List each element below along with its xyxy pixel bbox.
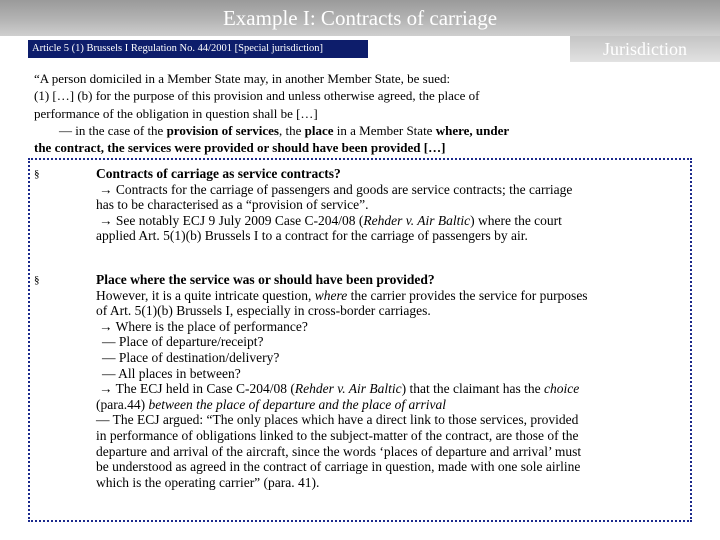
point-1	[96, 166, 686, 244]
point-1-heading: Contracts of carriage as service contracts?	[96, 166, 341, 181]
point-1-line-1: → Contracts for the carriage of passengers and goods are service contracts; the carriage	[99, 181, 573, 197]
point-2-heading: Place where the service was or should have been provided?	[96, 272, 435, 287]
point-2-line-11: departure and arrival of the aircraft, since the words ‘places of departure and arrival’ must	[96, 443, 582, 459]
point-2-line-10: in performance of obligations linked to the subject-matter of the contract, are those of the	[96, 427, 579, 443]
slide-title: Example I: Contracts of carriage	[222, 6, 498, 30]
point-2-line-5: — Place of destination/delivery?	[102, 349, 280, 365]
point-1-line-4: applied Art. 5(1)(b) Brussels I to a contract for the carriage of passengers by air.	[96, 228, 528, 244]
quote-line-2: (1) […] (b) for the purpose of this provision and unless otherwise agreed, the place of	[34, 88, 480, 104]
point-text: However, it is a quite intricate question,	[96, 287, 315, 303]
quote-bold-text: the contract, the services were provided or should have been provided […]	[34, 140, 446, 156]
quote-text: in a Member State	[333, 122, 436, 138]
bullet-1: §	[34, 168, 40, 180]
quote-text: — in the case of the	[59, 122, 167, 138]
italic-text: between the place of departure and the place of arrival	[148, 396, 447, 412]
point-2-line-7	[96, 381, 686, 397]
point-text: ) that the claimant has the	[401, 381, 545, 397]
point-2-line-8	[96, 397, 686, 413]
point-2-line-2: of Art. 5(1)(b) Brussels I, especially in cross-border carriages.	[96, 303, 431, 319]
point-2-line-3: → Where is the place of performance?	[99, 318, 308, 334]
quote-text: , the	[279, 122, 305, 138]
article-reference-bar: Article 5 (1) Brussels I Regulation No. 44/2001 [Special jurisdiction]	[28, 40, 368, 58]
point-1-line-3	[96, 213, 686, 229]
case-name: Rehder v. Air Baltic	[363, 212, 471, 228]
bullet-2: §	[34, 274, 40, 286]
point-text: the carrier provides the service for purposes	[347, 287, 588, 303]
point-1-line-2: has to be characterised as a “provision of service”.	[96, 197, 369, 213]
quote-bold-text: where, under	[435, 122, 510, 138]
quote-line-1: “A person domiciled in a Member State may, in another Member State, be sued:	[34, 71, 451, 86]
quote-bold-text: place	[304, 122, 334, 138]
case-name: Rehder v. Air Baltic	[294, 381, 402, 397]
jurisdiction-tag-text: Jurisdiction	[603, 39, 687, 59]
article-quote	[34, 70, 594, 156]
point-2-line-1	[96, 288, 686, 304]
point-2-line-12: be understood as agreed in the contract of carriage in question, made with one sole airline	[96, 459, 581, 475]
point-2-line-9: — The ECJ argued: “The only places which have a direct link to those services, provided	[96, 412, 579, 428]
point-text: → The ECJ held in Case C-204/08 (	[99, 381, 295, 397]
point-text: (para.44)	[96, 396, 149, 412]
title-bar	[0, 0, 720, 36]
point-text: → See notably ECJ 9 July 2009 Case C-204/08 (	[99, 212, 364, 228]
quote-line-5	[34, 139, 594, 156]
quote-line-4	[34, 122, 594, 139]
point-2-line-6: — All places in between?	[102, 365, 241, 381]
point-text: ) where the court	[470, 212, 562, 228]
point-2	[96, 272, 686, 490]
jurisdiction-tag	[570, 36, 720, 62]
quote-line-3: performance of the obligation in question shall be […]	[34, 105, 318, 121]
quote-bold-text: provision of services	[166, 122, 279, 138]
italic-text: choice	[544, 381, 580, 397]
italic-text: where	[314, 287, 348, 303]
point-2-line-4: — Place of departure/receipt?	[102, 334, 264, 350]
point-2-line-13: which is the operating carrier” (para. 41).	[96, 474, 320, 490]
